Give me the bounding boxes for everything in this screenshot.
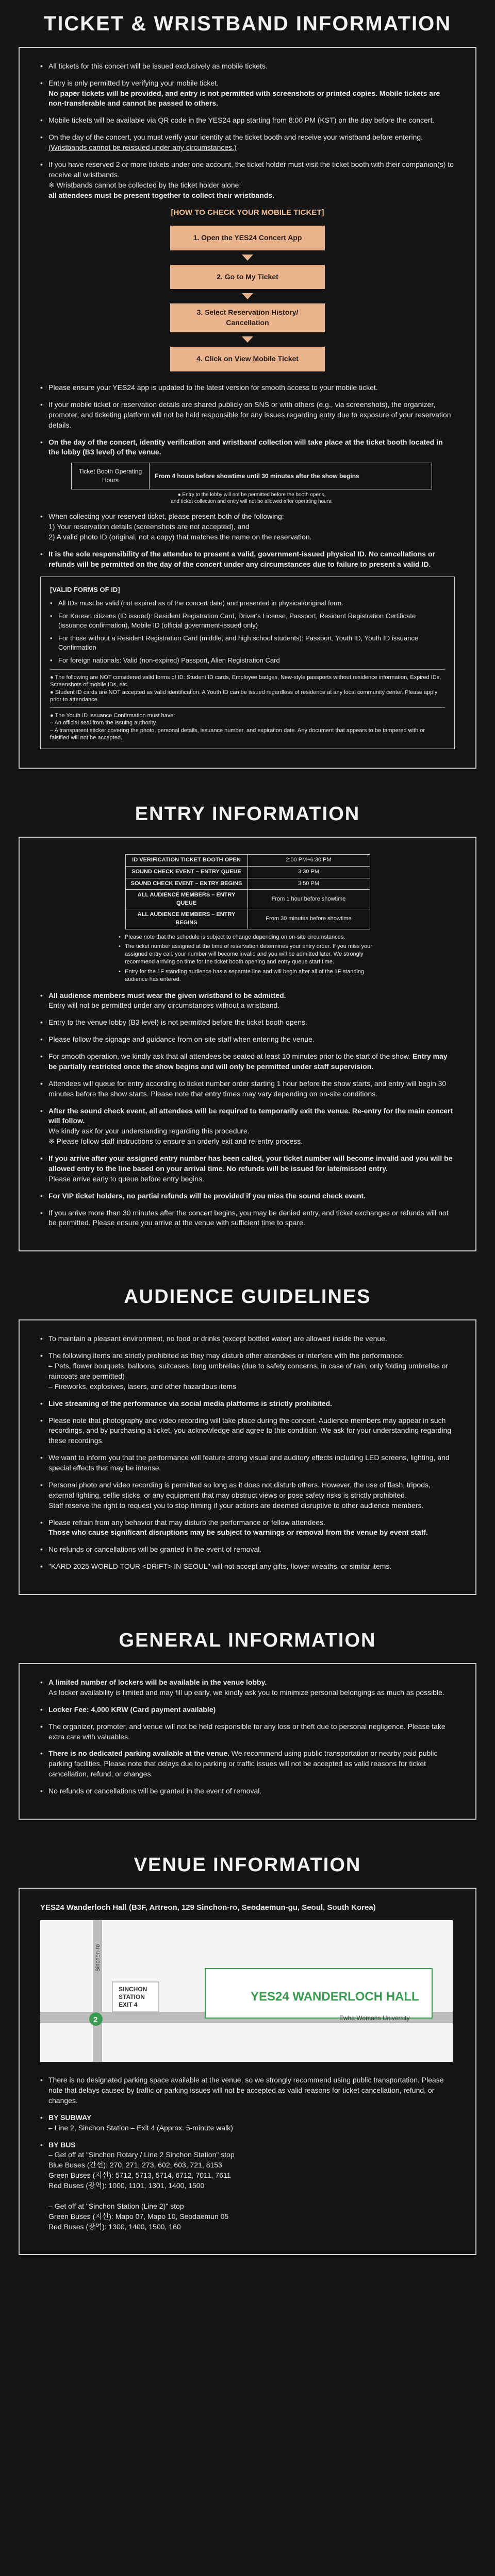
table-row xyxy=(125,866,370,878)
list-item xyxy=(50,656,445,665)
audience-info-box xyxy=(19,1319,476,1595)
ticket-info-box xyxy=(19,47,476,769)
arrow-down-icon xyxy=(242,255,253,261)
list-item xyxy=(119,943,376,966)
list-item xyxy=(40,1018,455,1028)
bus-label: BY BUS xyxy=(48,2140,76,2149)
list-item xyxy=(40,512,455,543)
venue-directions xyxy=(40,2075,455,2232)
text: On the day of the concert, identity verification and wristband collection will take place at the ticket booth located in the lobby (B3 level) of the venue. xyxy=(48,437,443,456)
list-item xyxy=(40,1154,455,1184)
text: – Line 2, Sinchon Station – Exit 4 (Approx. 5-minute walk) xyxy=(48,2123,233,2132)
step-4: 4. Click on View Mobile Ticket xyxy=(170,347,325,371)
map-station-label: STATION xyxy=(119,1993,145,2001)
text: – An official seal from the issuing authority xyxy=(50,720,156,726)
text: For Korean citizens (ID issued): Resident Registration Card, Driver's License, Passport, Resident Registration Certificate (issuance confirmation), Mobile ID (official government-issued only) xyxy=(58,612,416,630)
map-venue-label: YES24 WANDERLOCH HALL xyxy=(251,1990,419,2004)
text: ● Entry to the lobby will not be permitted before the booth opens, xyxy=(177,492,326,498)
text: To maintain a pleasant environment, no food or drinks (except bottled water) are allowed inside the venue. xyxy=(48,1334,387,1343)
text: ● The following are NOT considered valid forms of ID: Student ID cards, Employee badges, New-style passports without residence information, Expired IDs, Screenshots of mobile IDs, etc. xyxy=(50,674,441,688)
table-cell: ID VERIFICATION TICKET BOOTH OPEN xyxy=(125,855,248,867)
list-item xyxy=(40,1351,455,1392)
text: For VIP ticket holders, no partial refunds will be provided if you miss the sound check event. xyxy=(48,1191,366,1200)
list-item xyxy=(40,1545,455,1555)
text: For those without a Resident Registration Card (middle, and high school students): Passport, Youth ID, Youth ID issuance Confirmation xyxy=(58,634,419,652)
list-item xyxy=(40,1453,455,1473)
text: "KARD 2025 WORLD TOUR <DRIFT> IN SEOUL" will not accept any gifts, flower wreaths, or similar items. xyxy=(48,1562,392,1571)
spacer xyxy=(0,1595,495,1618)
text: Green Buses (지선): Mapo 07, Mapo 10, Seodaemun 05 xyxy=(48,2212,229,2221)
list-item xyxy=(50,634,445,653)
text: When collecting your reserved ticket, please present both of the following: xyxy=(48,512,284,521)
text: – Fireworks, explosives, lasers, and other hazardous items xyxy=(48,1382,237,1391)
table-cell: 2:00 PM~6:30 PM xyxy=(248,855,370,867)
text: All tickets for this concert will be issued exclusively as mobile tickets. xyxy=(48,61,268,70)
list-item xyxy=(40,1334,455,1344)
table-cell: From 30 minutes before showtime xyxy=(248,909,370,929)
text: ※ Please follow staff instructions to ensure an orderly exit and re-entry process. xyxy=(48,1137,303,1146)
subway-label: BY SUBWAY xyxy=(48,2113,92,2122)
text: – Get off at "Sinchon Rotary / Line 2 Sinchon Station" stop xyxy=(48,2150,235,2159)
table-cell: From 1 hour before showtime xyxy=(248,890,370,909)
step-1: 1. Open the YES24 Concert App xyxy=(170,226,325,250)
spacer xyxy=(0,769,495,791)
venue-section-title: VENUE INFORMATION xyxy=(134,1854,361,1876)
table-row xyxy=(125,855,370,867)
text: If you arrive more than 30 minutes after the concert begins, you may be denied entry, and ticket exchanges or refunds will not be permitted. Please ensure you arrive at the venue with sufficient time to spare. xyxy=(48,1208,449,1227)
text: Entry will not be permitted under any circumstances without a wristband. xyxy=(48,1001,280,1010)
list-item xyxy=(40,1722,455,1742)
ticket-list-2 xyxy=(40,383,455,570)
text: 2) A valid photo ID (original, not a copy) that matches the name on the reservation. xyxy=(48,533,312,541)
text: Blue Buses (간선): 270, 271, 273, 602, 603, 721, 8153 xyxy=(48,2161,222,2170)
text: Green Buses (지선): 5712, 5713, 5714, 6712, 7011, 7611 xyxy=(48,2171,231,2180)
booth-hours-table xyxy=(71,463,432,489)
table-cell: SOUND CHECK EVENT – ENTRY QUEUE xyxy=(125,866,248,878)
text: Mobile tickets will be available via QR code in the YES24 app starting from 8:00 PM (KST) on the day before the concert. xyxy=(48,116,435,125)
text: If you arrive after your assigned entry number has been called, your ticket number will become invalid and you will be allowed entry to the line based on your arrival time. No refunds will be issued for late/missed entry. xyxy=(48,1154,453,1173)
text: Please follow the signage and guidance from on-site staff when entering the venue. xyxy=(48,1035,315,1044)
text: – Get off at "Sinchon Station (Line 2)" stop xyxy=(48,2201,184,2210)
text: Please refrain from any behavior that may disturb the performance or fellow attendees. xyxy=(48,1518,325,1527)
list-item xyxy=(40,1749,455,1780)
text: After the sound check event, all attendees will be required to temporarily exit the venue. Re-entry for the main concert will follow. xyxy=(48,1106,453,1125)
text: As locker availability is limited and may fill up early, we kindly ask you to minimize personal belongings as much as possible. xyxy=(48,1688,444,1697)
text: All audience members must wear the given wristband to be admitted. xyxy=(48,991,286,999)
text: We kindly ask for your understanding regarding this procedure. xyxy=(48,1127,250,1136)
audience-list xyxy=(40,1334,455,1572)
list-item xyxy=(40,1208,455,1229)
general-info-box xyxy=(19,1663,476,1820)
text: Attendees will queue for entry according to ticket number order starting 1 hour before the show starts, and entry will begin 30 minutes before the show starts. Please note that entry times may vary depending on on-site conditions. xyxy=(48,1079,447,1098)
list-item xyxy=(40,1035,455,1045)
text: It is the sole responsibility of the attendee to present a valid, government-issued physical ID. No cancellations or refunds will be permitted on the day of the concert under any circumstances due to failure to present a valid ID. xyxy=(48,550,435,568)
list-item xyxy=(40,400,455,431)
list-item xyxy=(40,160,455,201)
list-item xyxy=(119,968,376,984)
list-item xyxy=(40,1079,455,1099)
text: There is no designated parking space available at the venue, so we strongly recommend using public transportation. Please note that delays caused by traffic or parking issues will not be accepted as valid reasons for ticket cancellation, refund, or changes. xyxy=(48,2076,444,2105)
table-cell: ALL AUDIENCE MEMBERS – ENTRY BEGINS xyxy=(125,909,248,929)
entry-table-notes xyxy=(119,934,376,984)
valid-id-box xyxy=(40,577,455,750)
text: – A transparent sticker covering the photo, personal details, issuance number, and expiration date. Any document that appears to be tampered with or falsified will not be accepted. xyxy=(50,727,425,741)
text: Entry may be partially restricted once the show begins and will only be permitted under staff supervision. xyxy=(48,1052,448,1071)
list-item xyxy=(40,991,455,1011)
venue-address: YES24 Wanderloch Hall (B3F, Artreon, 129 Sinchon-ro, Seodaemun-gu, Seoul, South Korea) xyxy=(40,1903,376,1912)
list-item xyxy=(40,1416,455,1447)
arrow-down-icon xyxy=(242,336,253,343)
text: No refunds or cancellations will be granted in the event of removal. xyxy=(48,1787,262,1795)
table-row xyxy=(125,890,370,909)
text: The organizer, promoter, and venue will not be held responsible for any loss or theft due to personal negligence. Please take extra care with valuables. xyxy=(48,1722,446,1741)
text: – Pets, flower bouquets, balloons, suitcases, long umbrellas (due to safety concerns, in case of rain, only folding umbrellas or raincoats are permitted) xyxy=(48,1362,449,1380)
text: If you have reserved 2 or more tickets under one account, the ticket holder must visit the ticket booth with their companion(s) to receive all wristbands. xyxy=(48,160,454,179)
text: The following items are strictly prohibited as they may disturb other attendees or interfere with the performance: xyxy=(48,1351,404,1360)
spacer xyxy=(0,1251,495,1274)
audience-section-title: AUDIENCE GUIDELINES xyxy=(124,1286,371,1308)
arrow-down-icon xyxy=(242,293,253,299)
text: Staff reserve the right to request you to stop filming if your actions are deemed disruptive to other audience members. xyxy=(48,1501,424,1510)
text: Please note that photography and video recording will take place during the concert. Audience members may appear in such recordings, and by purchasing a ticket, you acknowledge and agree to this condition. We ask for your understanding regarding these recordings. xyxy=(48,1416,452,1445)
text: and ticket collection and entry will not be allowed after operating hours. xyxy=(171,499,333,505)
list-item xyxy=(40,2075,455,2106)
venue-map xyxy=(40,1920,453,2062)
map-station-label: SINCHON xyxy=(119,1986,147,1993)
text: Red Buses (광역): 1000, 1101, 1301, 1400, 1500 xyxy=(48,2181,205,2190)
list-item xyxy=(40,1677,455,1698)
list-item xyxy=(40,78,455,109)
text: A limited number of lockers will be available in the venue lobby. xyxy=(48,1678,267,1687)
table-cell: 3:30 PM xyxy=(248,866,370,878)
spacer xyxy=(0,1820,495,1842)
list-item xyxy=(40,1052,455,1072)
list-item xyxy=(40,549,455,570)
map-university-label: Ewha Womans University xyxy=(339,2014,410,2022)
list-item xyxy=(40,1518,455,1538)
text: Entry for the 1F standing audience has a separate line and will begin after all of the 1F standing audience has entered. xyxy=(125,968,365,982)
text: On the day of the concert, you must verify your identity at the ticket booth and receive your wristband before entering. xyxy=(48,133,423,142)
list-item xyxy=(40,1106,455,1147)
text: Locker Fee: 4,000 KRW (Card payment available) xyxy=(48,1705,216,1714)
text: For smooth operation, we kindly ask that all attendees be seated at least 10 minutes prior to the start of the show. xyxy=(48,1052,410,1061)
valid-id-title: [VALID FORMS OF ID] xyxy=(50,585,120,594)
text: No paper tickets will be provided, and entry is not permitted with screenshots or printed copies. Mobile tickets are non-transferable and cannot be passed to others. xyxy=(48,89,440,108)
text: All IDs must be valid (not expired as of the concert date) and presented in physical/original form. xyxy=(58,599,343,607)
text: all attendees must be present together to collect their wristbands. xyxy=(48,191,274,199)
table-cell: SOUND CHECK EVENT – ENTRY BEGINS xyxy=(125,878,248,890)
list-item xyxy=(40,132,455,153)
map-road-label: Sinchon-ro xyxy=(95,1944,101,1972)
step-2: 2. Go to My Ticket xyxy=(170,265,325,290)
list-item xyxy=(40,1705,455,1715)
general-list xyxy=(40,1677,455,1797)
text: Please note that the schedule is subject to change depending on on-site circumstances. xyxy=(125,934,345,940)
id-fine-print xyxy=(50,674,445,741)
text: For foreign nationals: Valid (non-expired) Passport, Alien Registration Card xyxy=(58,656,280,664)
mobile-ticket-steps xyxy=(40,207,455,371)
text: (Wristbands cannot be reissued under any circumstances.) xyxy=(48,143,237,152)
general-section-title: GENERAL INFORMATION xyxy=(119,1630,376,1652)
map-side-road xyxy=(93,1920,102,2062)
map-exit-label: EXIT 4 xyxy=(119,2001,138,2009)
list-item xyxy=(119,934,376,941)
step-3: 3. Select Reservation History/ Cancellation xyxy=(170,303,325,332)
text: If your mobile ticket or reservation details are shared publicly on SNS or with others (e.g., via screenshots), the organizer, promoter, and ticketing platform will not be held responsible for any issues regarding entry due to exposure of your reservation details. xyxy=(48,400,451,429)
list-item xyxy=(40,383,455,393)
entry-info-box xyxy=(19,837,476,1251)
table-cell: 3:50 PM xyxy=(248,878,370,890)
text: Please ensure your YES24 app is updated to the latest version for smooth access to your mobile ticket. xyxy=(48,383,378,392)
text: Personal photo and video recording is permitted so long as it does not disturb others. However, the use of flash, tripods, external lighting, selfie sticks, or any equipment that may obstruct views or pose safety risks is strictly prohibited. xyxy=(48,1480,431,1499)
text: Red Buses (광역): 1300, 1400, 1500, 160 xyxy=(48,2222,181,2231)
hours-value: From 4 hours before showtime until 30 minutes after the show begins xyxy=(150,463,432,489)
steps-title: [HOW TO CHECK YOUR MOBILE TICKET] xyxy=(171,208,324,217)
list-item xyxy=(40,1191,455,1201)
text: We recommend using public transportation or nearby paid public parking facilities. Please note that delays due to parking or traffic issues will not be accepted as valid reasons for ticket cancellation, refund, or changes. xyxy=(48,1749,438,1778)
hours-note xyxy=(48,492,455,505)
list-item xyxy=(40,1786,455,1797)
text: The ticket number assigned at the time of reservation determines your entry order. If you miss your assigned entry call, your number will become invalid and you will be admitted later. We strongly recommend arriving on time for the ticket booth opening and entry queue start time. xyxy=(125,943,372,965)
list-item xyxy=(40,2113,455,2133)
text: Live streaming of the performance via social media platforms is strictly prohibited. xyxy=(48,1399,333,1408)
entry-schedule-table xyxy=(125,854,370,929)
table-row xyxy=(125,909,370,929)
list-item xyxy=(40,1480,455,1511)
venue-info-box xyxy=(19,1888,476,2256)
ticket-section-title: TICKET & WRISTBAND INFORMATION xyxy=(43,12,452,35)
entry-section-title: ENTRY INFORMATION xyxy=(135,803,360,825)
list-item xyxy=(40,437,455,505)
text: Entry is only permitted by verifying your mobile ticket. xyxy=(48,78,219,87)
list-item xyxy=(40,2140,455,2232)
text: Entry to the venue lobby (B3 level) is not permitted before the ticket booth opens. xyxy=(48,1018,307,1027)
text: We want to inform you that the performance will feature strong visual and auditory effects including LED screens, lighting, and special effects that may be intense. xyxy=(48,1453,450,1472)
text: There is no dedicated parking available at the venue. xyxy=(48,1749,229,1758)
text: ※ Wristbands cannot be collected by the ticket holder alone; xyxy=(48,180,241,189)
table-cell: ALL AUDIENCE MEMBERS – ENTRY QUEUE xyxy=(125,890,248,909)
map-line-number: 2 xyxy=(93,2015,98,2025)
valid-id-list xyxy=(50,599,445,665)
text: Please arrive early to queue before entry begins. xyxy=(48,1174,204,1183)
hours-key: Ticket Booth Operating Hours xyxy=(72,463,150,489)
list-item xyxy=(50,599,445,608)
divider xyxy=(50,669,445,670)
text: No refunds or cancellations will be granted in the event of removal. xyxy=(48,1545,262,1554)
text: 1) Your reservation details (screenshots are not accepted), and xyxy=(48,522,250,531)
map-drawing xyxy=(40,1920,453,2062)
table-row xyxy=(125,878,370,890)
divider xyxy=(50,707,445,708)
entry-list xyxy=(40,991,455,1229)
list-item xyxy=(40,1562,455,1572)
ticket-list xyxy=(40,61,455,201)
text: ● Student ID cards are NOT accepted as valid identification. A Youth ID can be issued regardless of residence at any local community center. Please apply prior to attendance. xyxy=(50,689,438,703)
list-item xyxy=(40,1399,455,1409)
list-item xyxy=(40,115,455,126)
list-item xyxy=(40,61,455,72)
text: ● The Youth ID Issuance Confirmation must have: xyxy=(50,713,175,719)
text: Those who cause significant disruptions may be subject to warnings or removal from the venue by event staff. xyxy=(48,1528,428,1537)
list-item xyxy=(50,612,445,631)
